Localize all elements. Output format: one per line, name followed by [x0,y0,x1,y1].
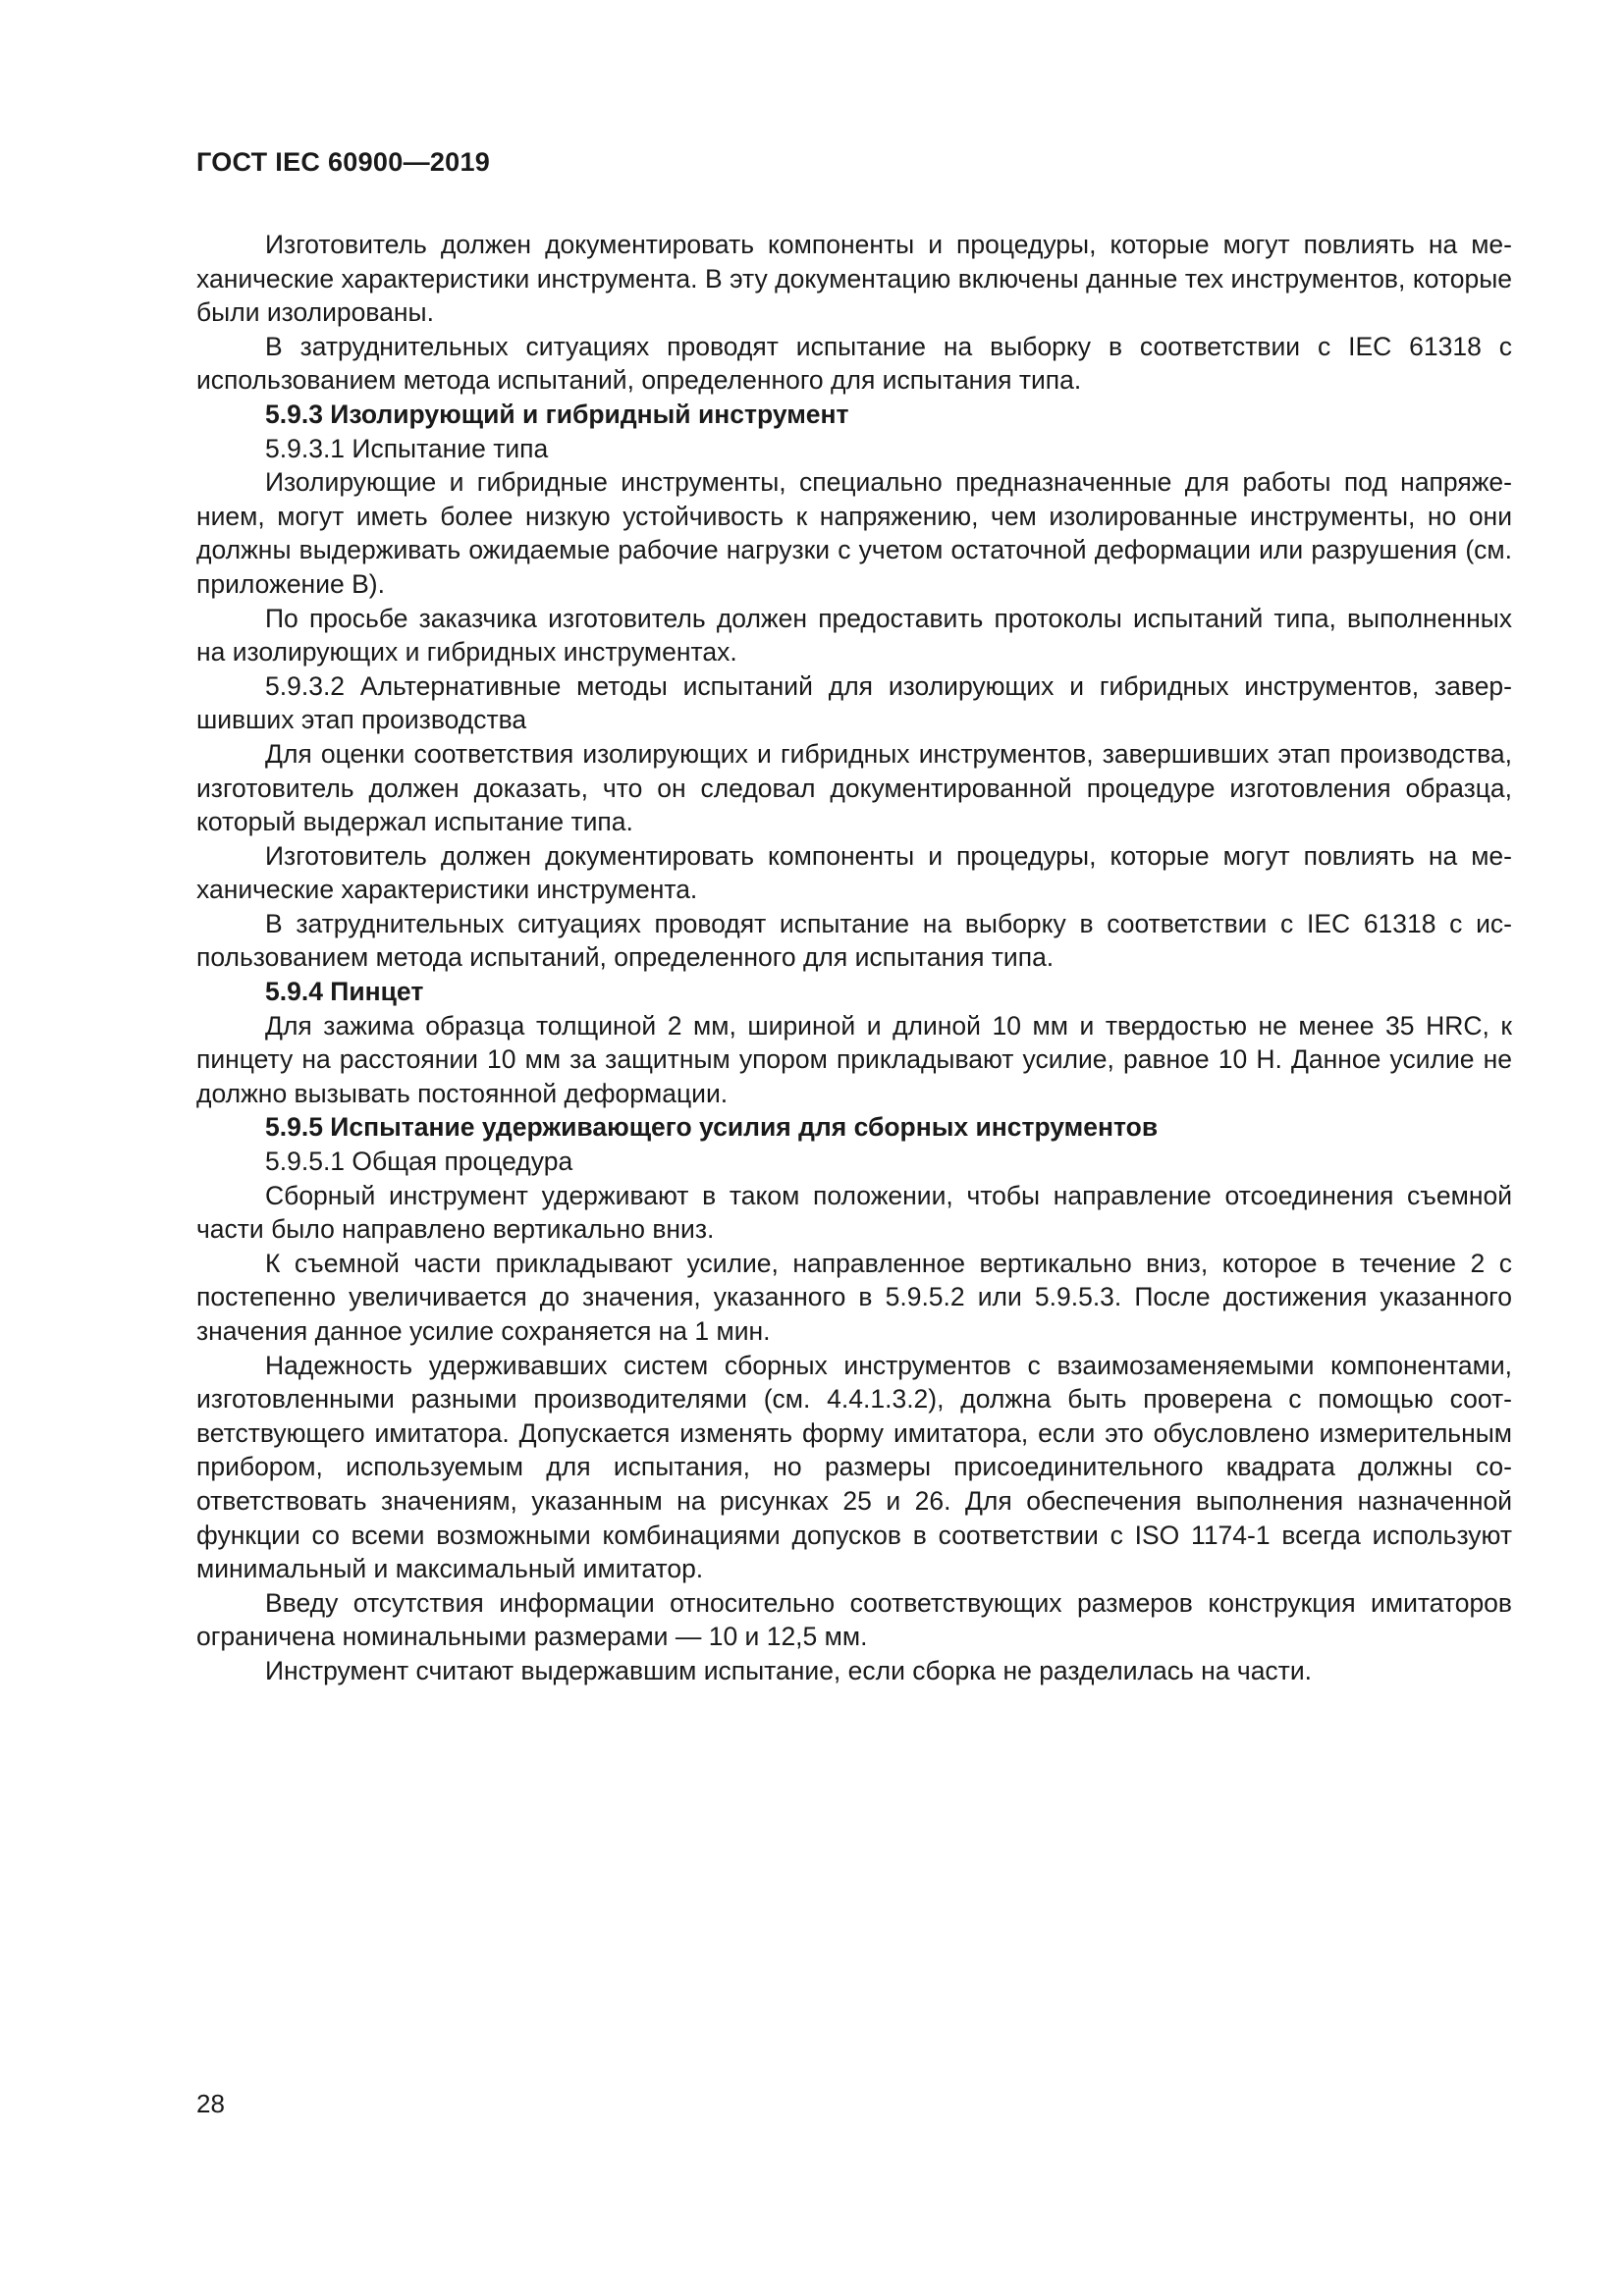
document-body [196,228,1512,1688]
paragraph: По просьбе заказчика изготовитель должен предоставить протоколы испытаний типа, выполненных на изолирующих и гибридных инструментах. [196,603,1512,667]
paragraph: Надежность удерживавших систем сборных инструментов с взаимозаменяемыми компонентами, изготовленными разными производителями (см. 4.4.1.3.2), должна быть проверена с помощью соответствующего имитатора. Допускается изменять форму имитатора, если это обусловлено измерительным прибором, используемым для испытания, но размеры присоединительного квадрата должны соответствовать значениям, указанным на рисунках 25 и 26. Для обеспечения выполнения назначенной функции со всеми возможными комбинациями допусков в соответствии с ISO 1174-1 всегда используют минимальный и максимальный имитатор. [196,1350,1512,1584]
paragraph: Инструмент считают выдержавшим испытание, если сборка не разделилась на части. [265,1655,1312,1685]
subsection-title-5-9-3-2: 5.9.3.2 Альтернативные методы испытаний для изолирующих и гибридных инструментов, завершивших этап производства [196,670,1512,735]
subsection-title-5-9-5-1: 5.9.5.1 Общая процедура [265,1147,573,1177]
paragraph: Изолирующие и гибридные инструменты, специально предназначенные для работы под напряжением, могут иметь более низкую устойчивость к напряжению, чем изолированные инструменты, но они должны выдерживать ожидаемые рабочие нагрузки с учетом остаточной деформации или разрушения (см. приложение В). [196,467,1512,599]
paragraph: Введу отсутствия информации относительно соответствующих размеров конструкция имитаторов ограничена номинальными размерами — 10 и 12,5 мм. [196,1587,1512,1652]
paragraph: К съемной части прикладывают усилие, направленное вертикально вниз, которое в течение 2 с постепенно увеличивается до значения, указанного в 5.9.5.2 или 5.9.5.3. После достижения указанного значения данное усилие сохраняется на 1 мин. [196,1248,1512,1346]
paragraph: Изготовитель должен документировать компоненты и процедуры, которые могут повлиять на механические характеристики инструмента. [196,840,1512,905]
paragraph: Для оценки соответствия изолирующих и гибридных инструментов, завершивших этап производства, изготовитель должен доказать, что он следовал документированной процедуре изготовления образца, который выдержал испытание типа. [196,738,1512,837]
section-heading-5-9-5: 5.9.5 Испытание удерживающего усилия для сборных инструментов [265,1112,1159,1143]
paragraph: Для зажима образца толщиной 2 мм, шириной и длиной 10 мм и твердостью не менее 35 HRC, к пинцету на расстоянии 10 мм за защитным упором прикладывают усилие, равное 10 Н. Данное усилие не должно вызывать постоянной деформации. [196,1010,1512,1108]
paragraph: Сборный инструмент удерживают в таком положении, чтобы направление отсоединения съемной части было направлено вертикально вниз. [196,1180,1512,1245]
section-heading-5-9-4: 5.9.4 Пинцет [265,977,424,1007]
paragraph: Изготовитель должен документировать компоненты и процедуры, которые могут повлиять на механические характеристики инструмента. В эту документацию включены данные тех инструментов, которые были изолированы. [196,230,1512,328]
paragraph: В затруднительных ситуациях проводят испытание на выборку в соответствии с IEC 61318 с использованием метода испытаний, определенного для испытания типа. [196,331,1512,396]
section-heading-5-9-3: 5.9.3 Изолирующий и гибридный инструмент [265,399,849,429]
document-header: ГОСТ IEC 60900—2019 [196,147,491,177]
page-number: 28 [196,2089,225,2118]
subsection-title-5-9-3-1: 5.9.3.1 Испытание типа [265,433,549,463]
paragraph: В затруднительных ситуациях проводят испытание на выборку в соответствии с IEC 61318 с использованием метода испытаний, определенного для испытания типа. [196,908,1512,973]
